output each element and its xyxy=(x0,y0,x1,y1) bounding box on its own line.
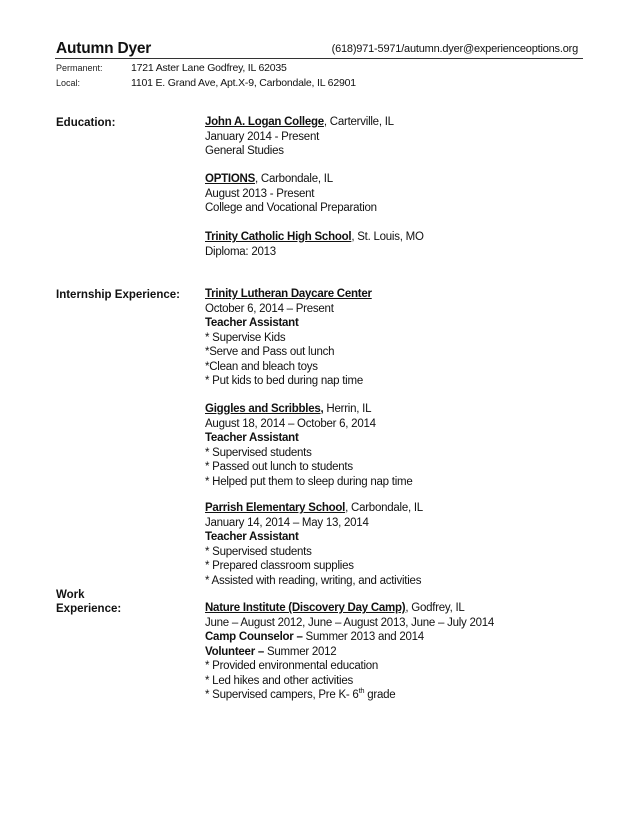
school-location: , St. Louis, MO xyxy=(351,231,424,243)
school-location: , Carbondale, IL xyxy=(255,173,333,185)
school-location: , Carterville, IL xyxy=(323,116,394,128)
employer-name: Trinity Lutheran Daycare Center xyxy=(205,288,372,300)
education-entry xyxy=(205,172,585,216)
internship-heading: Internship Experience: xyxy=(56,289,180,301)
duty-item: *Serve and Pass out lunch xyxy=(205,346,335,358)
job-role: Camp Counselor – xyxy=(205,631,303,643)
job-role: Teacher Assistant xyxy=(205,317,299,329)
duty-item: * Provided environmental education xyxy=(205,660,379,672)
education-entry xyxy=(205,115,585,159)
duty-item: * Prepared classroom supplies xyxy=(205,560,354,572)
duty-item: * Helped put them to sleep during nap time xyxy=(205,475,413,488)
local-address-label: Local: xyxy=(56,78,81,88)
education-entry xyxy=(205,230,585,259)
school-detail: Diploma: 2013 xyxy=(205,245,276,258)
job-dates: January 14, 2014 – May 13, 2014 xyxy=(205,516,369,529)
job-role: Teacher Assistant xyxy=(205,432,299,444)
job-role: Teacher Assistant xyxy=(205,531,299,543)
job-dates: October 6, 2014 – Present xyxy=(205,302,334,315)
permanent-address: 1721 Aster Lane Godfrey, IL 62035 xyxy=(131,62,287,74)
internship-entry: Giggles and Scribbles, Herrin, IL August 18, 2014 – October 6, 2014 Teacher Assistant * Supervised students * Passed out lunch to students * Helped put them to sleep during nap time xyxy=(205,402,585,489)
internship-entry xyxy=(205,287,585,389)
school-dates: January 2014 - Present xyxy=(205,130,320,143)
job-role: Volunteer – xyxy=(205,645,265,658)
duty-item: * Supervised students xyxy=(205,545,312,558)
duty-item: * Led hikes and other activities xyxy=(205,674,353,687)
education-heading: Education: xyxy=(56,117,116,129)
duty-item: * Assisted with reading, writing, and activities xyxy=(205,574,422,587)
applicant-name: Autumn Dyer xyxy=(56,40,152,57)
job-dates: June – August 2012, June – August 2013, June – July 2014 xyxy=(205,616,495,629)
work-entry: Nature Institute (Discovery Day Camp), Godfrey, IL June – August 2012, June – August 2013, June – July 2014 Camp Counselor – Summer 2013 and 2014 Volunteer – Summer 2012 * Provided environmental education * Led hikes and other activities * Supervised campers, Pre K- 6th grade xyxy=(205,601,585,703)
school-dates: August 2013 - Present xyxy=(205,187,315,200)
duty-item: * Supervised campers, Pre K- 6th grade xyxy=(205,686,396,701)
school-detail: General Studies xyxy=(205,145,284,157)
contact-info: (618)971-5971/autumn.dyer@experienceoptions.org xyxy=(331,43,578,55)
local-address: 1101 E. Grand Ave, Apt.X-9, Carbondale, IL 62901 xyxy=(131,77,356,89)
job-dates: August 18, 2014 – October 6, 2014 xyxy=(205,417,376,430)
duty-item: * Put kids to bed during nap time xyxy=(205,375,363,387)
duty-item: * Supervised students xyxy=(205,446,312,459)
school-name: OPTIONS xyxy=(205,173,256,185)
employer-name: Nature Institute (Discovery Day Camp) xyxy=(205,602,406,614)
permanent-address-label: Permanent: xyxy=(56,63,103,73)
employer-name: Giggles and Scribbles, xyxy=(205,403,324,415)
school-name: Trinity Catholic High School xyxy=(205,231,352,243)
duty-item: * Passed out lunch to students xyxy=(205,461,353,473)
duty-item: * Supervise Kids xyxy=(205,331,286,344)
work-heading: Work Experience: xyxy=(56,589,122,615)
school-name: John A. Logan College xyxy=(205,116,324,128)
duty-item: *Clean and bleach toys xyxy=(205,360,318,373)
internship-entry: Parrish Elementary School, Carbondale, IL January 14, 2014 – May 13, 2014 Teacher Assistant * Supervised students * Prepared classroom supplies * Assisted with reading, writing, and activities xyxy=(205,501,585,588)
header-divider xyxy=(55,58,583,59)
employer-name: Parrish Elementary School xyxy=(205,502,346,514)
school-detail: College and Vocational Preparation xyxy=(205,202,377,214)
